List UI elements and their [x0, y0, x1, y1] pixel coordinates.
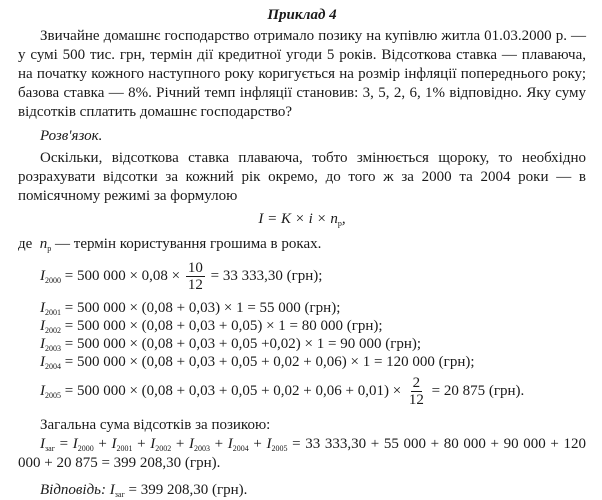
- eq-symbol: I: [40, 336, 45, 352]
- legend-subscript: р: [47, 244, 52, 253]
- term-subscript: 2004: [232, 444, 249, 453]
- equation-2000: [40, 260, 586, 293]
- equation-2004: [40, 353, 586, 371]
- total-eq-sign: =: [55, 436, 73, 452]
- fraction-numerator: 10: [187, 260, 203, 276]
- eq-left: = 500 000 × 0,08 ×: [61, 267, 184, 284]
- eq-text: = 500 000 × (0,08 + 0,03 + 0,05 +0,02) × 1 = 90 000 (грн);: [61, 336, 422, 352]
- formula-body: I = K × i × n: [258, 211, 338, 227]
- eq-subscript: 2004: [45, 362, 61, 371]
- term-symbol: I: [266, 436, 272, 452]
- eq-subscript: 2003: [45, 344, 61, 353]
- eq-right: = 20 875 (грн).: [427, 382, 525, 399]
- equation-2005: [40, 375, 586, 408]
- answer-subscript: заг: [114, 490, 125, 499]
- answer-value: = 399 208,30 (грн).: [124, 482, 248, 498]
- example-title: Приклад 4: [267, 7, 337, 23]
- term-subscript: 2002: [155, 444, 172, 453]
- equation-list: [40, 260, 586, 408]
- eq-text: = 500 000 × (0,08 + 0,03 + 0,05 + 0,02 + 0,06) × 1 = 120 000 (грн);: [61, 354, 475, 370]
- eq-symbol: I: [40, 382, 45, 399]
- equation-2002: [40, 317, 586, 335]
- eq-text: = 500 000 × (0,08 + 0,03) × 1 = 55 000 (грн);: [61, 300, 341, 316]
- term-symbol: I: [189, 436, 194, 452]
- term-subscript: 2003: [194, 444, 210, 453]
- plus-sign: +: [132, 436, 151, 452]
- term-subscript: 2001: [116, 444, 133, 453]
- total-label: Загальна сума відсотків за позикою:: [40, 417, 271, 433]
- eq-subscript: 2000: [45, 275, 61, 285]
- legend-prefix: де: [18, 236, 33, 252]
- fraction-denominator: 12: [187, 277, 203, 293]
- equation-2003: [40, 335, 586, 353]
- solution-text: Оскільки, відсоткова ставка плаваюча, тобто змінюється щороку, то необхідно розрахувати відсотки за кожний рік окремо, до того ж за 2000 та 2004 роки — в помісячному режимі за формулою: [18, 150, 586, 204]
- term-symbol: I: [72, 436, 78, 452]
- term-subscript: 2005: [271, 444, 288, 453]
- fraction: [186, 260, 205, 293]
- answer-symbol: I: [109, 482, 115, 498]
- total-subscript: заг: [45, 444, 55, 453]
- plus-sign: +: [93, 436, 112, 452]
- eq-symbol: I: [40, 354, 45, 370]
- legend-text: — термін користування грошима в роках.: [55, 236, 322, 252]
- term-symbol: I: [227, 436, 233, 452]
- legend-variable: n: [39, 236, 48, 252]
- eq-text: = 500 000 × (0,08 + 0,03 + 0,05) × 1 = 80 000 (грн);: [61, 318, 383, 334]
- eq-subscript: 2001: [45, 308, 61, 317]
- eq-subscript: 2005: [45, 390, 61, 400]
- term-subscript: 2000: [77, 444, 94, 453]
- eq-symbol: I: [40, 318, 45, 334]
- solution-label: Розв'язок.: [40, 128, 103, 144]
- total-rhs: = 33 333,30 + 55 000 + 80 000 + 90 000 + 120 000 + 20 875 = 399 208,30 (грн).: [18, 436, 586, 471]
- eq-symbol: I: [40, 267, 45, 284]
- plus-sign: +: [171, 436, 189, 452]
- fraction-numerator: 2: [412, 375, 421, 391]
- total-equation: [18, 435, 586, 473]
- problem-statement: Звичайне домашнє господарство отримало позику на купівлю житла 01.03.2000 р. — у сумі 500 тис. грн, термін дії кредитної угоди 5 років. Відсоткова ставка — плаваюча, на початку кожного наступного року коригується на розмір інфляції попереднього року; базова ставка — 8%. Річний темп інфляції становив: 3, 5, 2, 6, 1% відповідно. Яку суму відсотків сплатить домашнє господарство?: [18, 28, 586, 120]
- term-symbol: I: [150, 436, 156, 452]
- eq-symbol: I: [40, 300, 45, 316]
- term-symbol: I: [111, 436, 117, 452]
- equation-2001: [40, 299, 586, 317]
- formula-subscript: р: [337, 219, 342, 228]
- answer-label: Відповідь:: [40, 482, 107, 498]
- eq-subscript: 2002: [45, 326, 61, 335]
- fraction-denominator: 12: [408, 392, 424, 408]
- formula-legend: [18, 235, 586, 254]
- document-page: [18, 6, 586, 500]
- main-formula: $I = K \times i \times n_р$,: [258, 211, 346, 228]
- eq-left: = 500 000 × (0,08 + 0,03 + 0,05 + 0,02 + 0,06 + 0,01) ×: [61, 382, 405, 399]
- plus-sign: +: [248, 436, 267, 452]
- plus-sign: +: [210, 436, 228, 452]
- total-symbol: I: [40, 436, 45, 452]
- eq-right: = 33 333,30 (грн);: [206, 267, 323, 284]
- fraction: [407, 375, 426, 408]
